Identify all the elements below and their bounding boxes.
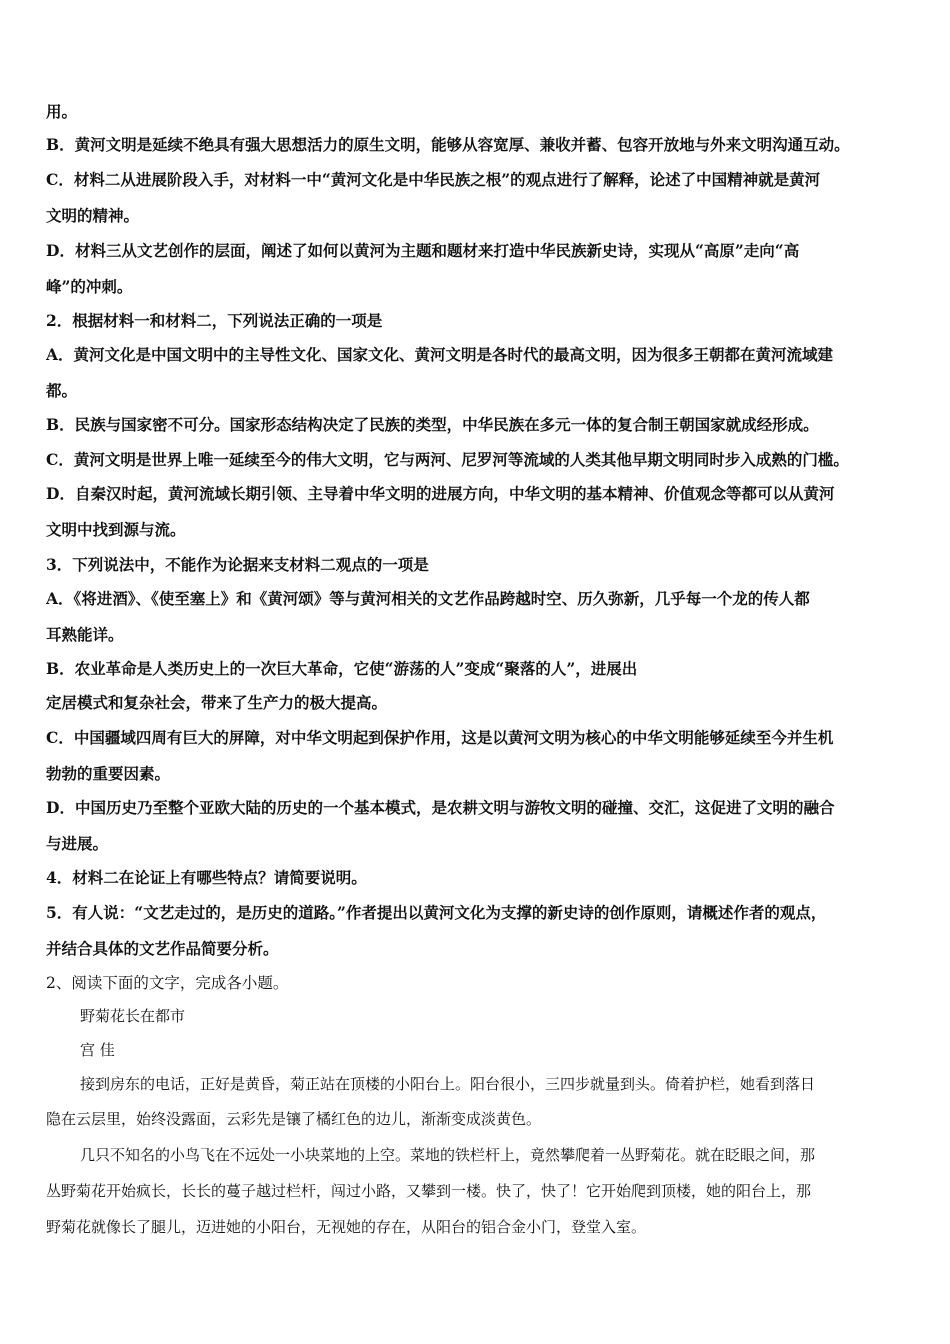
q2-option-b: B．民族与国家密不可分。国家形态结构决定了民族的类型，中华民族在多元一体的复合制王朝国家就成经形成。	[46, 415, 819, 434]
story-author: 宫 佳	[80, 1041, 115, 1059]
story-paragraph-2-line-3: 野菊花就像长了腿儿，迈进她的小阳台，无视她的存在，从阳台的铝合金小门，登堂入室。	[46, 1218, 647, 1236]
q3-option-b-continuation: 定居模式和复杂社会，带来了生产力的极大提高。	[46, 693, 388, 712]
section-2-instruction: 2、阅读下面的文字，完成各小题。	[46, 974, 289, 992]
question-5-continuation: 并结合具体的文艺作品简要分析。	[46, 939, 279, 958]
question-5: 5．有人说：“文艺走过的，是历史的道路。”作者提出以黄河文化为支撑的新史诗的创作原则，请概述作者的观点，	[46, 903, 827, 922]
q3-option-a-continuation: 耳熟能详。	[46, 625, 124, 644]
q3-option-c: C．中国疆域四周有巨大的屏障，对中华文明起到保护作用，这是以黄河文明为核心的中华文明能够延续至今并生机	[46, 728, 834, 747]
option-a-continuation: 用。	[46, 102, 78, 121]
q3-option-d-continuation: 与进展。	[46, 834, 109, 853]
question-4: 4．材料二在论证上有哪些特点？请简要说明。	[46, 868, 367, 887]
q1-option-b: B．黄河文明是延续不绝具有强大思想活力的原生文明，能够从容宽厚、兼收并蓄、包容开放地与外来文明沟通互动。	[46, 135, 850, 154]
q3-option-a: A．《将进酒》、《使至塞上》和《黄河颂》等与黄河相关的文艺作品跨越时空、历久弥新，几乎每一个龙的传人都	[46, 589, 810, 608]
story-title: 野菊花长在都市	[80, 1007, 186, 1025]
story-paragraph-1: 接到房东的电话，正好是黄昏，菊正站在顶楼的小阳台上。阳台很小，三四步就量到头。倚着护栏，她看到落日	[80, 1075, 816, 1093]
story-paragraph-2-line-2: 丛野菊花开始疯长，长长的蔓子越过栏杆，闯过小路，又攀到一楼。快了，快了！它开始爬到顶楼，她的阳台上，那	[46, 1182, 812, 1200]
q2-option-d-continuation: 文明中找到源与流。	[46, 520, 186, 539]
q1-option-c-continuation: 文明的精神。	[46, 206, 140, 225]
question-3: 3．下列说法中，不能作为论据来支材料二观点的一项是	[46, 555, 429, 574]
q2-option-d: D．自秦汉时起，黄河流域长期引领、主导着中华文明的进展方向，中华文明的基本精神、价值观念等都可以从黄河	[46, 484, 835, 503]
q1-option-c: C．材料二从进展阶段入手，对材料一中“黄河文化是中华民族之根”的观点进行了解释，论述了中国精神就是黄河	[46, 170, 821, 189]
q1-option-d-continuation: 峰”的冲刺。	[46, 277, 133, 296]
q3-option-b: B．农业革命是人类历史上的一次巨大革命，它使“游荡的人”变成“聚落的人”，进展出	[46, 659, 638, 678]
question-2: 2．根据材料一和材料二，下列说法正确的一项是	[46, 311, 383, 330]
q2-option-a-continuation: 都。	[46, 381, 78, 400]
q3-option-d: D．中国历史乃至整个亚欧大陆的历史的一个基本模式，是农耕文明与游牧文明的碰撞、交汇，这促进了文明的融合	[46, 798, 835, 817]
q2-option-a: A．黄河文化是中国文明中的主导性文化、国家文化、黄河文明是各时代的最高文明，因为很多王朝都在黄河流域建	[46, 345, 834, 364]
q2-option-c: C．黄河文明是世界上唯一延续至今的伟大文明，它与两河、尼罗河等流域的人类其他早期文明同时步入成熟的门槛。	[46, 450, 849, 469]
story-paragraph-1-continuation: 隐在云层里，始终没露面，云彩先是镶了橘红色的边儿，渐渐变成淡黄色。	[46, 1110, 542, 1128]
q3-option-c-continuation: 勃勃的重要因素。	[46, 764, 171, 783]
q1-option-d: D．材料三从文艺创作的层面，阐述了如何以黄河为主题和题材来打造中华民族新史诗，实现从“高原”走向“高	[46, 241, 800, 260]
story-paragraph-2: 几只不知名的小鸟飞在不远处一小块菜地的上空。菜地的铁栏杆上，竟然攀爬着一丛野菊花。就在眨眼之间，那	[80, 1146, 816, 1164]
